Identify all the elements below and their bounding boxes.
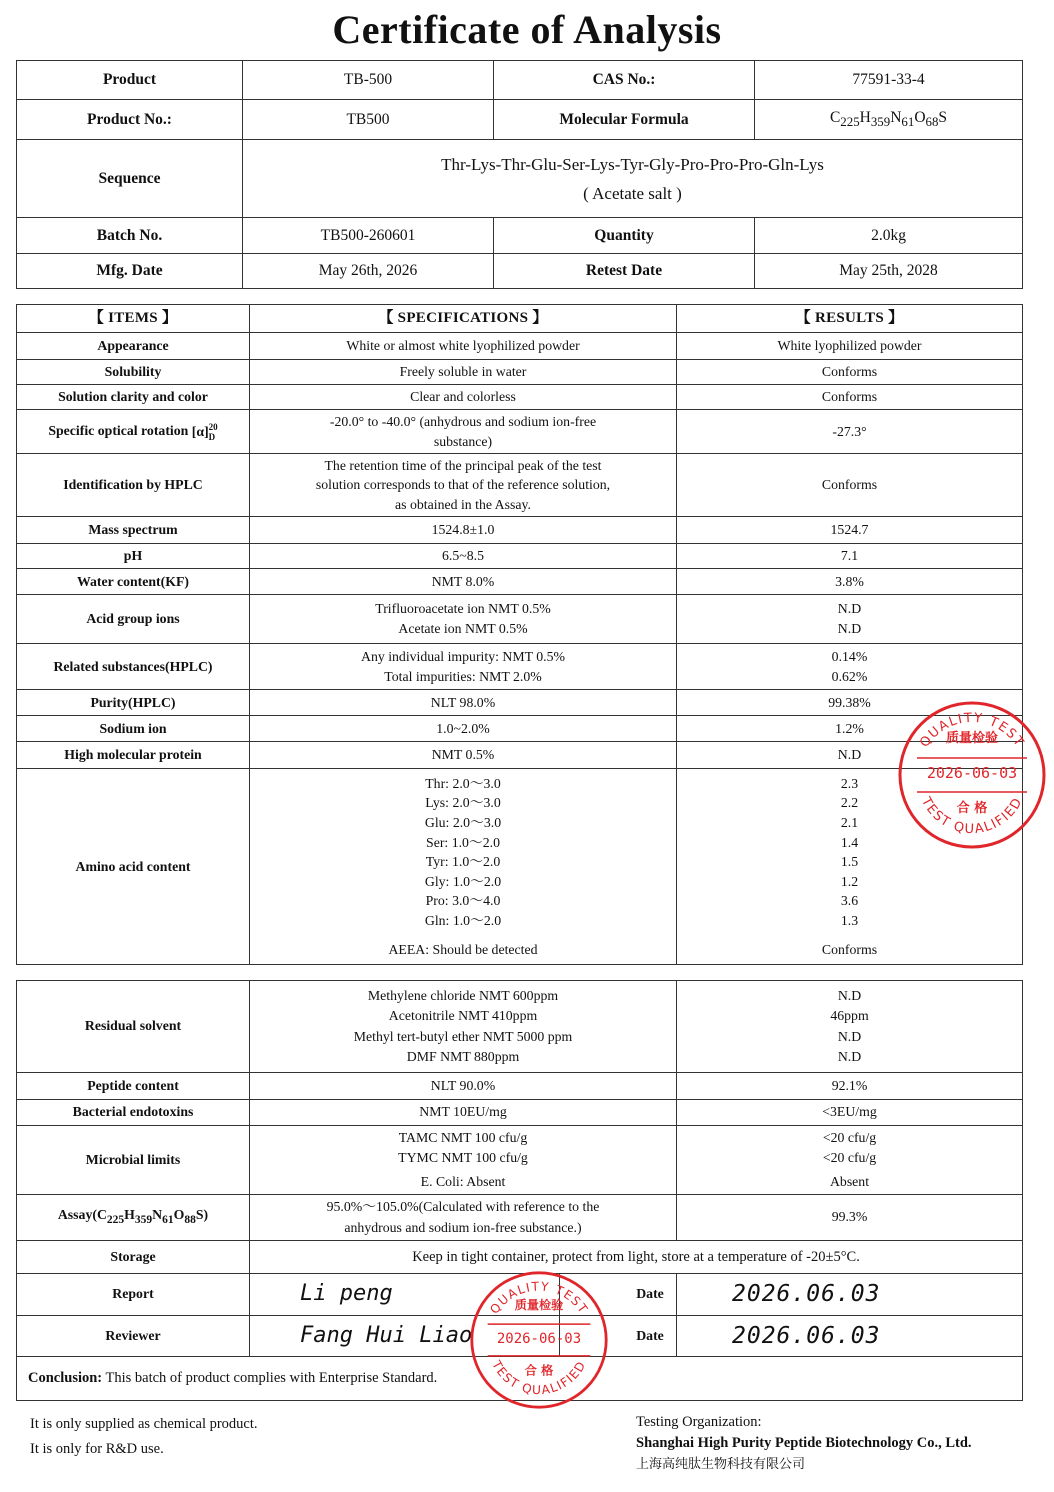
table-row: High molecular protein NMT 0.5% N.D — [17, 742, 1023, 769]
reviewer-row: Reviewer Fang Hui Liao Date 2026.06.03 — [17, 1316, 1023, 1357]
mfg-label: Mfg. Date — [17, 254, 243, 289]
quality-stamp-icon-2 — [469, 1270, 609, 1410]
cas-value: 77591-33-4 — [755, 61, 1023, 100]
svg-text:TEST QUALIFIED: TEST QUALIFIED — [489, 1358, 589, 1398]
quantity-label: Quantity — [494, 218, 755, 254]
sequence-label: Sequence — [17, 140, 243, 218]
table-row: Water content(KF) NMT 8.0% 3.8% — [17, 569, 1023, 595]
assay-label: $Assay(C_{225}H_{359}N_{61}O_{88}S)$ — [17, 1195, 250, 1241]
footer-org: Testing Organization: Shanghai High Purity Peptide Biotechnology Co., Ltd. 上海高纯肽生物科技有限公司 — [636, 1414, 972, 1472]
table-row: Specific optical rotation [α] 20 D -20.0° to -40.0° (anhydrous and sodium ion-free substance) -27.3° — [17, 410, 1023, 454]
product-info-table — [16, 60, 1023, 289]
reviewer-signature: Fang Hui Liao — [300, 1322, 473, 1348]
sequence-value: Thr-Lys-Thr-Glu-Ser-Lys-Tyr-Gly-Pro-Pro-Pro-Gln-Lys ( Acetate salt ) — [243, 140, 1023, 218]
svg-text:质量检验: 质量检验 — [945, 731, 999, 746]
table-row: pH 6.5~8.5 7.1 — [17, 544, 1023, 569]
quantity-value: 2.0kg — [755, 218, 1023, 254]
svg-text:质量检验: 质量检验 — [514, 1298, 564, 1313]
cas-label: CAS No.: — [494, 61, 755, 100]
svg-text:TEST QUALIFIED: TEST QUALIFIED — [917, 794, 1027, 838]
table-row: Mass spectrum 1524.8±1.0 1524.7 — [17, 517, 1023, 544]
mfg-value: May 26th, 2026 — [243, 254, 494, 289]
svg-text:合 格: 合 格 — [956, 801, 988, 816]
batch-value: TB500-260601 — [243, 218, 494, 254]
results-header: 【 RESULTS 】 — [677, 305, 1023, 333]
conclusion-row: Conclusion: This batch of product complies with Enterprise Standard. — [17, 1357, 1023, 1401]
specifications-header: 【 SPECIFICATIONS 】 — [250, 305, 677, 333]
table-row: Microbial limits TAMC NMT 100 cfu/g TYMC NMT 100 cfu/g E. Coli: Absent <20 cfu/g <20 cfu/g Absent — [17, 1126, 1023, 1195]
document-title: Certificate of Analysis — [332, 7, 722, 52]
table-row: Residual solvent Methylene chloride NMT 600ppm Acetonitrile NMT 410ppm Methyl tert-butyl ether NMT 5000 ppm DMF NMT 880ppm N.D 46ppm N.D N.D — [17, 981, 1023, 1073]
svg-text:合 格: 合 格 — [524, 1363, 554, 1378]
product-label: Product — [17, 61, 243, 100]
svg-text:2026-06-03: 2026-06-03 — [926, 764, 1018, 782]
retest-value: May 25th, 2028 — [755, 254, 1023, 289]
footer-left: It is only supplied as chemical product. It is only for R&D use. — [30, 1416, 258, 1457]
table-row: $Assay(C_{225}H_{359}N_{61}O_{88}S)$ 95.0%～105.0%(Calculated with reference to the anhydrous and sodium ion-free substance.) 99.3% — [17, 1195, 1023, 1241]
reviewer-date: 2026.06.03 — [677, 1316, 1023, 1357]
product-no-value: TB500 — [243, 100, 494, 140]
report-signature: Li peng — [300, 1281, 393, 1307]
items-header: 【 ITEMS 】 — [17, 305, 250, 333]
batch-label: Batch No. — [17, 218, 243, 254]
svg-text:QUALITY TEST: QUALITY TEST — [487, 1279, 591, 1317]
table-row: Purity(HPLC) NLT 98.0% 99.38% — [17, 690, 1023, 716]
formula-value: $C_{225}H_{359}N_{61}O_{68}S$ — [755, 100, 1023, 140]
table-row: Amino acid content Thr: 2.0～3.0 Lys: 2.0～3.0 Glu: 2.0～3.0 Ser: 1.0～2.0 Tyr: 1.0～2.0 Gly: 1.0～2.0 Pro: 3.0～4.0 Gln: 1.0～2.0 AEEA: Should be detected 2.3 2.2 2.1 1.4 1.5 1.2 3.6 1.3 Conforms — [17, 769, 1023, 965]
quality-stamp-icon — [897, 700, 1047, 850]
svg-text:2026-06-03: 2026-06-03 — [496, 1330, 582, 1347]
product-value: TB-500 — [243, 61, 494, 100]
storage-row: Storage Keep in tight container, protect from light, store at a temperature of -20±5°C. — [17, 1241, 1023, 1274]
table-row: Appearance White or almost white lyophilized powder White lyophilized powder — [17, 333, 1023, 360]
table-row: Sodium ion 1.0~2.0% 1.2% — [17, 716, 1023, 742]
svg-text:QUALITY TEST: QUALITY TEST — [917, 710, 1027, 751]
report-date: 2026.06.03 — [677, 1274, 1023, 1316]
table-row: Peptide content NLT 90.0% 92.1% — [17, 1073, 1023, 1100]
retest-label: Retest Date — [494, 254, 755, 289]
table-row: Related substances(HPLC) Any individual impurity: NMT 0.5% Total impurities: NMT 2.0% 0.14% 0.62% — [17, 644, 1023, 690]
table-row: Solution clarity and color Clear and colorless Conforms — [17, 385, 1023, 410]
table-row: Acid group ions Trifluoroacetate ion NMT 0.5% Acetate ion NMT 0.5% N.D N.D — [17, 595, 1023, 644]
product-no-label: Product No.: — [17, 100, 243, 140]
table-row: Bacterial endotoxins NMT 10EU/mg <3EU/mg — [17, 1100, 1023, 1126]
table-row: Identification by HPLC The retention time of the principal peak of the test solution corresponds to that of the reference solution, as obtained in the Assay. Conforms — [17, 454, 1023, 517]
formula-label: Molecular Formula — [494, 100, 755, 140]
table-row: Solubility Freely soluble in water Conforms — [17, 360, 1023, 385]
test-results-table — [16, 304, 1023, 965]
report-row: Report Li peng Date 2026.06.03 — [17, 1274, 1023, 1316]
